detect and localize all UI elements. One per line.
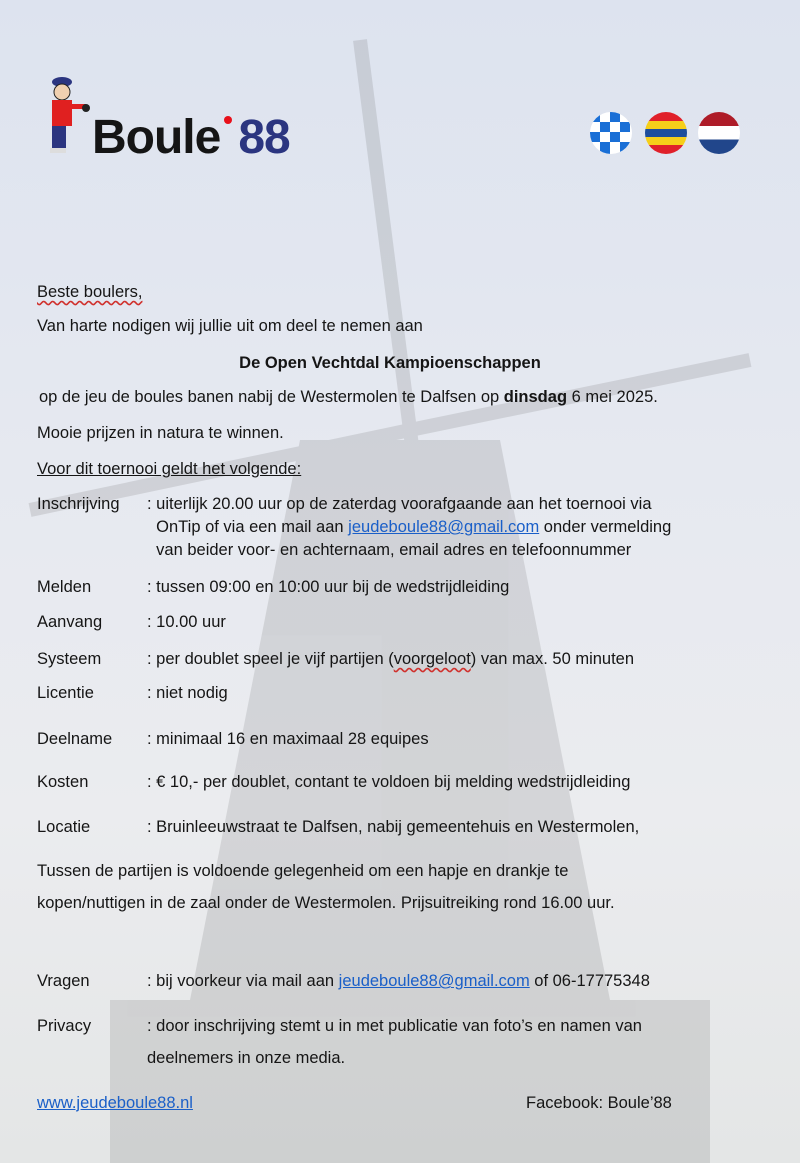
- facebook-text: Facebook: Boule’88: [526, 1094, 672, 1112]
- inschrijving-line1: : uiterlijk 20.00 uur op de zaterdag voorafgaande aan het toernooi via: [147, 495, 652, 513]
- boule88-logo: [40, 72, 300, 162]
- aanvang-label: Aanvang: [37, 613, 103, 631]
- systeem-label: Systeem: [37, 650, 102, 668]
- kosten-value: : € 10,- per doublet, contant te voldoen bij melding wedstrijdleiding: [147, 773, 631, 791]
- prizes-text: Mooie prijzen in natura te winnen.: [37, 424, 284, 442]
- break-text-line1: Tussen de partijen is voldoende gelegenheid om een hapje en drankje te: [37, 862, 569, 880]
- event-title: De Open Vechtdal Kampioenschappen: [239, 354, 541, 372]
- logo-brand-text: Boule: [92, 111, 221, 164]
- greeting-text: Beste boulers,: [37, 283, 143, 301]
- vragen-label: Vragen: [37, 972, 90, 990]
- licentie-label: Licentie: [37, 684, 94, 702]
- inschrijving-line3-text: van beider voor- en achternaam, email adres en telefoonnummer: [156, 541, 632, 559]
- melden-label: Melden: [37, 578, 92, 596]
- break-text-line2: kopen/nuttigen in de zaal onder de Westermolen. Prijsuitreiking rond 16.00 uur.: [37, 894, 615, 912]
- email-link[interactable]: jeudeboule88@gmail.com: [348, 518, 540, 536]
- aanvang-value: : 10.00 uur: [147, 613, 226, 631]
- vragen-phone: of 06-17775348: [529, 972, 650, 990]
- licentie-value: : niet nodig: [147, 684, 228, 702]
- event-location-date: [39, 388, 658, 407]
- vragen-value: [147, 972, 650, 991]
- privacy-line1: : door inschrijving stemt u in met publicatie van foto’s en namen van: [147, 1017, 642, 1035]
- boule-player-mascot-icon: [40, 72, 90, 162]
- netherlands-flag-icon: [698, 112, 740, 154]
- privacy-label: Privacy: [37, 1017, 92, 1035]
- logo-number-text: 88: [238, 111, 290, 164]
- locatie-label: Locatie: [37, 818, 91, 836]
- vragen-text: : bij voorkeur via mail aan: [147, 972, 339, 990]
- vragen-email-link[interactable]: jeudeboule88@gmail.com: [338, 972, 530, 990]
- kosten-label: Kosten: [37, 773, 89, 791]
- inschrijving-label: Inschrijving: [37, 495, 120, 513]
- systeem-text-after: ) van max. 50 minuten: [470, 650, 635, 668]
- inschrijving-line3: [147, 541, 631, 560]
- inschrijving-line2: [147, 518, 671, 537]
- location-text: op de jeu de boules banen nabij de Westermolen te Dalfsen op: [39, 388, 504, 406]
- day-bold: dinsdag: [503, 388, 568, 406]
- systeem-squiggle-word: voorgeloot: [393, 650, 471, 668]
- melden-value: : tussen 09:00 en 10:00 uur bij de wedstrijdleiding: [147, 578, 510, 596]
- locatie-value: : Bruinleeuwstraat te Dalfsen, nabij gemeentehuis en Westermolen,: [147, 818, 640, 836]
- systeem-text: : per doublet speel je vijf partijen (: [147, 650, 394, 668]
- overijssel-flag-icon: [645, 112, 687, 154]
- website-link[interactable]: www.jeudeboule88.nl: [37, 1094, 193, 1112]
- logo-red-dot: [224, 116, 232, 124]
- deelname-label: Deelname: [37, 730, 113, 748]
- deelname-value: : minimaal 16 en maximaal 28 equipes: [147, 730, 429, 748]
- systeem-value: [147, 650, 634, 669]
- rules-heading: Voor dit toernooi geldt het volgende:: [37, 460, 302, 478]
- inschrijving-line2-text: OnTip of via een mail aan: [156, 518, 349, 536]
- checkered-blue-flag-icon: [590, 112, 632, 154]
- greeting: [37, 283, 142, 302]
- date-text: 6 mei 2025.: [567, 388, 658, 406]
- privacy-line2: deelnemers in onze media.: [147, 1049, 346, 1067]
- inschrijving-line2-after: onder vermelding: [539, 518, 672, 536]
- intro-text: Van harte nodigen wij jullie uit om deel te nemen aan: [37, 317, 423, 335]
